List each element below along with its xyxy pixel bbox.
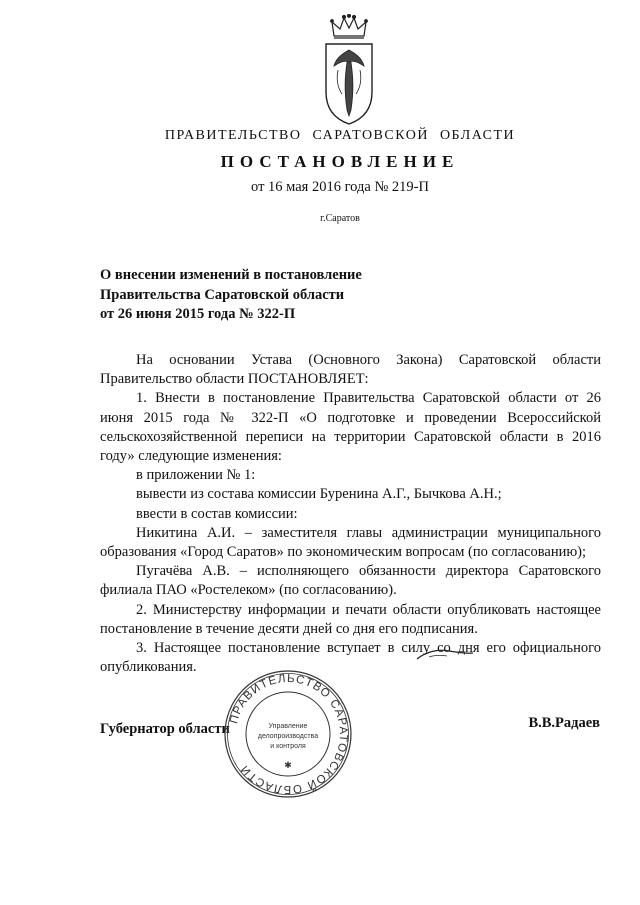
svg-text:и контроля: и контроля	[270, 743, 306, 750]
subject-line: О внесении изменений в постановление	[100, 267, 362, 283]
subject-line: Правительства Саратовской области	[100, 286, 345, 303]
document-subject	[100, 266, 460, 325]
document-body	[100, 351, 601, 677]
handwritten-signature	[415, 643, 475, 665]
svg-text:Управление: Управление	[268, 723, 308, 730]
body-paragraph: в приложении № 1:	[136, 467, 256, 484]
body-paragraph: ввести в состав комиссии:	[136, 505, 298, 522]
document-date-number: от 16 мая 2016 года № 219-П	[251, 179, 429, 195]
body-paragraph: Никитина А.И. – заместителя главы администрации муниципального образования «Город Саратов» по экономическим вопросам (по согласованию);	[100, 524, 601, 561]
body-paragraph: вывести из состава комиссии Буренина А.Г., Бычкова А.Н.;	[136, 486, 502, 503]
coat-of-arms-emblem	[318, 14, 380, 126]
body-paragraph: 2. Министерству информации и печати области опубликовать настоящее постановление в течение десяти дней со дня его подписания.	[100, 601, 601, 637]
svg-text:ПРАВИТЕЛЬСТВО САРАТОВСКОЙ ОБЛА: ПРАВИТЕЛЬСТВО САРАТОВСКОЙ ОБЛАСТИ	[228, 672, 350, 796]
body-paragraph: Пугачёва А.В. – исполняющего обязанности директора Саратовского филиала ПАО «Ростелеком» (по согласованию).	[100, 563, 601, 599]
government-title: ПРАВИТЕЛЬСТВО САРАТОВСКОЙ ОБЛАСТИ	[164, 128, 516, 143]
document-city: г.Саратов	[320, 213, 360, 224]
document-type: ПОСТАНОВЛЕНИЕ	[220, 152, 460, 171]
body-paragraph: 3. Настоящее постановление вступает в силу со дня его официального опубликования.	[100, 640, 601, 676]
signatory-name: В.В.Радаев	[528, 715, 600, 731]
svg-text:✱: ✱	[284, 760, 292, 770]
subject-line: от 26 июня 2015 года № 322-П	[100, 306, 296, 322]
body-paragraph: 1. Внести в постановление Правительства Саратовской области от 26 июня 2015 года № 322-П «О подготовке и проведении Всероссийской сельскохозяйственной переписи на территории Саратовской области в 2016 году» следующие изменения:	[100, 390, 601, 465]
signatory-position: Губернатор области	[100, 721, 230, 737]
body-paragraph: На основании Устава (Основного Закона) Саратовской области Правительство области ПОСТАНОВЛЯЕТ:	[100, 352, 601, 388]
official-seal	[222, 668, 354, 800]
svg-text:делопроизводства: делопроизводства	[257, 733, 319, 740]
